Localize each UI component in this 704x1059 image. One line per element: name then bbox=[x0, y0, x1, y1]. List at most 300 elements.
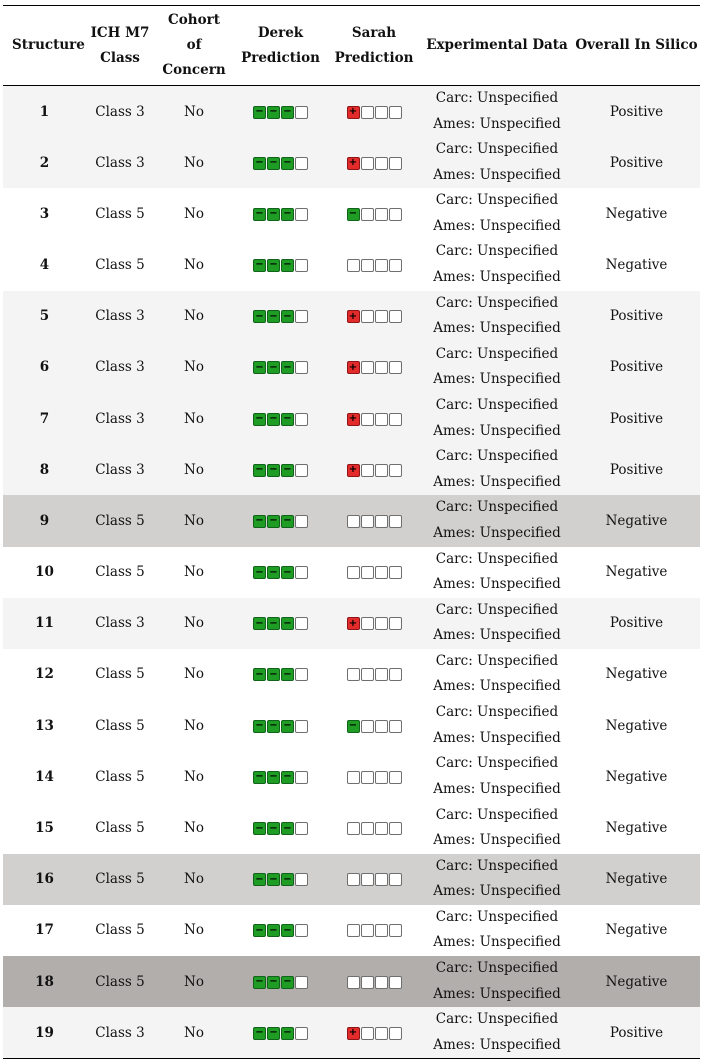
ames-value: Ames: Unspecified bbox=[433, 985, 561, 1002]
table-row bbox=[3, 751, 700, 802]
experimental-data-cell bbox=[421, 598, 573, 649]
experimental-data-cell bbox=[421, 1007, 573, 1059]
carc-value: Carc: Unspecified bbox=[435, 857, 559, 874]
minus-icon: − bbox=[267, 310, 280, 323]
ich-class-cell: Class 5 bbox=[95, 512, 145, 529]
structure-number: 3 bbox=[39, 205, 50, 222]
empty-box-icon bbox=[295, 976, 308, 989]
empty-box-icon bbox=[295, 1027, 308, 1040]
header-ich-class: ICH M7 Class bbox=[90, 24, 150, 66]
derek-prediction-indicator bbox=[253, 873, 308, 886]
empty-box-icon bbox=[347, 566, 360, 579]
minus-icon: − bbox=[253, 976, 266, 989]
overall-in-silico-cell: Positive bbox=[609, 461, 664, 478]
ich-class-cell: Class 5 bbox=[95, 717, 145, 734]
carc-value: Carc: Unspecified bbox=[435, 755, 559, 772]
minus-icon: − bbox=[253, 106, 266, 119]
derek-prediction-indicator bbox=[253, 208, 308, 221]
empty-box-icon bbox=[295, 208, 308, 221]
derek-prediction-cell bbox=[234, 751, 327, 802]
empty-box-icon bbox=[389, 208, 402, 221]
empty-box-icon bbox=[295, 771, 308, 784]
empty-box-icon bbox=[375, 413, 388, 426]
sarah-prediction-indicator bbox=[347, 1027, 402, 1040]
empty-box-icon bbox=[361, 259, 374, 272]
minus-icon: − bbox=[253, 361, 266, 374]
ames-value: Ames: Unspecified bbox=[433, 371, 561, 388]
minus-icon: − bbox=[267, 822, 280, 835]
minus-icon: − bbox=[253, 668, 266, 681]
ich-class-cell: Class 3 bbox=[95, 461, 145, 478]
empty-box-icon bbox=[389, 668, 402, 681]
ames-value: Ames: Unspecified bbox=[433, 832, 561, 849]
carc-value: Carc: Unspecified bbox=[435, 550, 559, 567]
empty-box-icon bbox=[347, 873, 360, 886]
table-row bbox=[3, 444, 700, 495]
table-row bbox=[3, 188, 700, 239]
ames-value: Ames: Unspecified bbox=[433, 883, 561, 900]
derek-prediction-cell bbox=[234, 1007, 327, 1059]
derek-prediction-cell bbox=[234, 137, 327, 188]
sarah-prediction-cell bbox=[327, 291, 421, 342]
minus-icon: − bbox=[267, 515, 280, 528]
minus-icon: − bbox=[253, 771, 266, 784]
overall-in-silico-cell: Negative bbox=[605, 820, 668, 837]
minus-icon: − bbox=[281, 259, 294, 272]
derek-prediction-indicator bbox=[253, 413, 308, 426]
table-row bbox=[3, 598, 700, 649]
derek-prediction-cell bbox=[234, 905, 327, 956]
empty-box-icon bbox=[295, 566, 308, 579]
derek-prediction-cell bbox=[234, 342, 327, 393]
empty-box-icon bbox=[347, 515, 360, 528]
derek-prediction-cell bbox=[234, 188, 327, 239]
empty-box-icon bbox=[375, 771, 388, 784]
empty-box-icon bbox=[375, 720, 388, 733]
structure-number: 6 bbox=[39, 359, 50, 376]
overall-in-silico-cell: Negative bbox=[605, 717, 668, 734]
table-row bbox=[3, 905, 700, 956]
ich-class-cell: Class 5 bbox=[95, 973, 145, 990]
experimental-data-cell bbox=[421, 291, 573, 342]
experimental-data-cell bbox=[421, 188, 573, 239]
empty-box-icon bbox=[361, 566, 374, 579]
overall-in-silico-cell: Positive bbox=[609, 615, 664, 632]
ich-class-cell: Class 5 bbox=[95, 820, 145, 837]
derek-prediction-indicator bbox=[253, 515, 308, 528]
overall-in-silico-cell: Positive bbox=[609, 103, 664, 120]
minus-icon: − bbox=[267, 924, 280, 937]
minus-icon: − bbox=[281, 566, 294, 579]
empty-box-icon bbox=[389, 259, 402, 272]
sarah-prediction-indicator bbox=[347, 976, 402, 989]
empty-box-icon bbox=[361, 873, 374, 886]
empty-box-icon bbox=[295, 106, 308, 119]
sarah-prediction-indicator bbox=[347, 566, 402, 579]
derek-prediction-cell bbox=[234, 239, 327, 290]
ich-class-cell: Class 3 bbox=[95, 410, 145, 427]
cohort-cell: No bbox=[184, 1024, 204, 1041]
empty-box-icon bbox=[375, 822, 388, 835]
experimental-data-cell bbox=[421, 700, 573, 751]
minus-icon: − bbox=[267, 873, 280, 886]
minus-icon: − bbox=[267, 771, 280, 784]
header-row bbox=[3, 6, 700, 86]
empty-box-icon bbox=[347, 771, 360, 784]
experimental-data-cell bbox=[421, 854, 573, 905]
empty-box-icon bbox=[389, 617, 402, 630]
derek-prediction-indicator bbox=[253, 157, 308, 170]
sarah-prediction-cell bbox=[327, 598, 421, 649]
sarah-prediction-indicator bbox=[347, 873, 402, 886]
minus-icon: − bbox=[267, 413, 280, 426]
minus-icon: − bbox=[253, 515, 266, 528]
sarah-prediction-indicator bbox=[347, 106, 402, 119]
sarah-prediction-cell bbox=[327, 342, 421, 393]
plus-icon: + bbox=[347, 157, 360, 170]
ames-value: Ames: Unspecified bbox=[433, 576, 561, 593]
structure-number: 15 bbox=[35, 820, 54, 837]
header-cohort: Cohort of Concern bbox=[162, 12, 226, 78]
sarah-prediction-cell bbox=[327, 700, 421, 751]
empty-box-icon bbox=[361, 361, 374, 374]
empty-box-icon bbox=[361, 822, 374, 835]
empty-box-icon bbox=[375, 1027, 388, 1040]
overall-in-silico-cell: Positive bbox=[609, 1024, 664, 1041]
carc-value: Carc: Unspecified bbox=[435, 397, 559, 414]
empty-box-icon bbox=[389, 720, 402, 733]
ames-value: Ames: Unspecified bbox=[433, 268, 561, 285]
derek-prediction-cell bbox=[234, 86, 327, 138]
ich-class-cell: Class 5 bbox=[95, 666, 145, 683]
minus-icon: − bbox=[253, 566, 266, 579]
minus-icon: − bbox=[253, 617, 266, 630]
sarah-prediction-cell bbox=[327, 137, 421, 188]
carc-value: Carc: Unspecified bbox=[435, 90, 559, 106]
minus-icon: − bbox=[253, 822, 266, 835]
empty-box-icon bbox=[389, 515, 402, 528]
plus-icon: + bbox=[347, 413, 360, 426]
experimental-data-cell bbox=[421, 444, 573, 495]
derek-prediction-indicator bbox=[253, 106, 308, 119]
empty-box-icon bbox=[347, 976, 360, 989]
empty-box-icon bbox=[375, 515, 388, 528]
minus-icon: − bbox=[281, 361, 294, 374]
ames-value: Ames: Unspecified bbox=[433, 627, 561, 644]
sarah-prediction-indicator bbox=[347, 515, 402, 528]
sarah-prediction-indicator bbox=[347, 208, 402, 221]
minus-icon: − bbox=[281, 1027, 294, 1040]
experimental-data-cell bbox=[421, 547, 573, 598]
overall-in-silico-cell: Positive bbox=[609, 359, 664, 376]
header-derek: Derek Prediction bbox=[241, 24, 320, 66]
empty-box-icon bbox=[295, 259, 308, 272]
overall-in-silico-cell: Negative bbox=[605, 922, 668, 939]
cohort-cell: No bbox=[184, 410, 204, 427]
table-row bbox=[3, 802, 700, 853]
overall-in-silico-cell: Positive bbox=[609, 308, 664, 325]
overall-in-silico-cell: Negative bbox=[605, 205, 668, 222]
results-table bbox=[3, 5, 700, 1059]
carc-value: Carc: Unspecified bbox=[435, 345, 559, 362]
minus-icon: − bbox=[267, 976, 280, 989]
empty-box-icon bbox=[361, 617, 374, 630]
empty-box-icon bbox=[375, 106, 388, 119]
plus-icon: + bbox=[347, 310, 360, 323]
structure-number: 12 bbox=[35, 666, 54, 683]
derek-prediction-cell bbox=[234, 956, 327, 1007]
structure-number: 16 bbox=[35, 871, 54, 888]
overall-in-silico-cell: Negative bbox=[605, 973, 668, 990]
derek-prediction-cell bbox=[234, 598, 327, 649]
ich-class-cell: Class 5 bbox=[95, 564, 145, 581]
structure-number: 8 bbox=[39, 461, 50, 478]
ames-value: Ames: Unspecified bbox=[433, 780, 561, 797]
carc-value: Carc: Unspecified bbox=[435, 652, 559, 669]
derek-prediction-indicator bbox=[253, 361, 308, 374]
experimental-data-cell bbox=[421, 802, 573, 853]
empty-box-icon bbox=[375, 208, 388, 221]
empty-box-icon bbox=[389, 464, 402, 477]
minus-icon: − bbox=[281, 106, 294, 119]
minus-icon: − bbox=[267, 208, 280, 221]
structure-number: 13 bbox=[35, 717, 54, 734]
table-row bbox=[3, 342, 700, 393]
derek-prediction-indicator bbox=[253, 566, 308, 579]
experimental-data-cell bbox=[421, 239, 573, 290]
empty-box-icon bbox=[361, 924, 374, 937]
structure-number: 9 bbox=[39, 512, 50, 529]
sarah-prediction-cell bbox=[327, 547, 421, 598]
minus-icon: − bbox=[281, 617, 294, 630]
table-header bbox=[3, 6, 700, 86]
derek-prediction-indicator bbox=[253, 310, 308, 323]
empty-box-icon bbox=[375, 361, 388, 374]
structure-number: 7 bbox=[39, 410, 50, 427]
derek-prediction-indicator bbox=[253, 1027, 308, 1040]
derek-prediction-cell bbox=[234, 495, 327, 546]
sarah-prediction-cell bbox=[327, 393, 421, 444]
table-row bbox=[3, 1007, 700, 1059]
carc-value: Carc: Unspecified bbox=[435, 448, 559, 465]
table-row bbox=[3, 495, 700, 546]
empty-box-icon bbox=[361, 668, 374, 681]
empty-box-icon bbox=[375, 310, 388, 323]
derek-prediction-indicator bbox=[253, 924, 308, 937]
table-body bbox=[3, 86, 700, 1059]
empty-box-icon bbox=[295, 720, 308, 733]
empty-box-icon bbox=[347, 259, 360, 272]
sarah-prediction-indicator bbox=[347, 413, 402, 426]
overall-in-silico-cell: Negative bbox=[605, 768, 668, 785]
sarah-prediction-indicator bbox=[347, 464, 402, 477]
table-row bbox=[3, 291, 700, 342]
minus-icon: − bbox=[267, 1027, 280, 1040]
empty-box-icon bbox=[295, 617, 308, 630]
minus-icon: − bbox=[253, 310, 266, 323]
minus-icon: − bbox=[267, 668, 280, 681]
experimental-data-cell bbox=[421, 956, 573, 1007]
minus-icon: − bbox=[253, 873, 266, 886]
empty-box-icon bbox=[389, 822, 402, 835]
cohort-cell: No bbox=[184, 512, 204, 529]
structure-number: 19 bbox=[35, 1024, 54, 1041]
carc-value: Carc: Unspecified bbox=[435, 499, 559, 516]
empty-box-icon bbox=[361, 208, 374, 221]
cohort-cell: No bbox=[184, 154, 204, 171]
ich-class-cell: Class 5 bbox=[95, 768, 145, 785]
empty-box-icon bbox=[375, 976, 388, 989]
empty-box-icon bbox=[361, 1027, 374, 1040]
minus-icon: − bbox=[267, 566, 280, 579]
structure-number: 2 bbox=[39, 154, 50, 171]
minus-icon: − bbox=[281, 873, 294, 886]
table-row bbox=[3, 137, 700, 188]
empty-box-icon bbox=[361, 106, 374, 119]
minus-icon: − bbox=[267, 464, 280, 477]
minus-icon: − bbox=[281, 157, 294, 170]
structure-number: 5 bbox=[39, 308, 50, 325]
minus-icon: − bbox=[281, 822, 294, 835]
empty-box-icon bbox=[295, 515, 308, 528]
ames-value: Ames: Unspecified bbox=[433, 729, 561, 746]
experimental-data-cell bbox=[421, 137, 573, 188]
minus-icon: − bbox=[281, 464, 294, 477]
minus-icon: − bbox=[267, 361, 280, 374]
overall-in-silico-cell: Negative bbox=[605, 564, 668, 581]
cohort-cell: No bbox=[184, 205, 204, 222]
sarah-prediction-indicator bbox=[347, 924, 402, 937]
carc-value: Carc: Unspecified bbox=[435, 601, 559, 618]
experimental-data-cell bbox=[421, 495, 573, 546]
minus-icon: − bbox=[347, 720, 360, 733]
ich-class-cell: Class 3 bbox=[95, 154, 145, 171]
empty-box-icon bbox=[389, 873, 402, 886]
empty-box-icon bbox=[361, 310, 374, 323]
sarah-prediction-cell bbox=[327, 956, 421, 1007]
sarah-prediction-cell bbox=[327, 854, 421, 905]
experimental-data-cell bbox=[421, 393, 573, 444]
cohort-cell: No bbox=[184, 871, 204, 888]
sarah-prediction-cell bbox=[327, 751, 421, 802]
derek-prediction-cell bbox=[234, 547, 327, 598]
structure-number: 17 bbox=[35, 922, 54, 939]
cohort-cell: No bbox=[184, 461, 204, 478]
minus-icon: − bbox=[281, 515, 294, 528]
empty-box-icon bbox=[361, 464, 374, 477]
ames-value: Ames: Unspecified bbox=[433, 422, 561, 439]
minus-icon: − bbox=[253, 208, 266, 221]
minus-icon: − bbox=[267, 157, 280, 170]
experimental-data-cell bbox=[421, 905, 573, 956]
cohort-cell: No bbox=[184, 256, 204, 273]
derek-prediction-cell bbox=[234, 444, 327, 495]
table-row bbox=[3, 239, 700, 290]
experimental-data-cell bbox=[421, 86, 573, 138]
sarah-prediction-indicator bbox=[347, 668, 402, 681]
ich-class-cell: Class 3 bbox=[95, 308, 145, 325]
structure-number: 18 bbox=[35, 973, 54, 990]
experimental-data-cell bbox=[421, 751, 573, 802]
ames-value: Ames: Unspecified bbox=[433, 1036, 561, 1053]
derek-prediction-indicator bbox=[253, 771, 308, 784]
empty-box-icon bbox=[375, 464, 388, 477]
structure-number: 11 bbox=[35, 615, 54, 632]
ich-class-cell: Class 3 bbox=[95, 615, 145, 632]
carc-value: Carc: Unspecified bbox=[435, 243, 559, 260]
minus-icon: − bbox=[253, 1027, 266, 1040]
sarah-prediction-indicator bbox=[347, 310, 402, 323]
ich-class-cell: Class 3 bbox=[95, 359, 145, 376]
header-overall: Overall In Silico bbox=[575, 37, 698, 53]
empty-box-icon bbox=[389, 361, 402, 374]
empty-box-icon bbox=[375, 157, 388, 170]
empty-box-icon bbox=[389, 566, 402, 579]
empty-box-icon bbox=[389, 976, 402, 989]
ames-value: Ames: Unspecified bbox=[433, 115, 561, 132]
plus-icon: + bbox=[347, 1027, 360, 1040]
minus-icon: − bbox=[281, 924, 294, 937]
cohort-cell: No bbox=[184, 666, 204, 683]
overall-in-silico-cell: Negative bbox=[605, 871, 668, 888]
empty-box-icon bbox=[361, 771, 374, 784]
header-sarah: Sarah Prediction bbox=[334, 24, 414, 66]
minus-icon: − bbox=[281, 413, 294, 426]
empty-box-icon bbox=[295, 310, 308, 323]
minus-icon: − bbox=[281, 208, 294, 221]
sarah-prediction-cell bbox=[327, 495, 421, 546]
derek-prediction-cell bbox=[234, 700, 327, 751]
header-structure: Structure bbox=[12, 37, 85, 53]
ames-value: Ames: Unspecified bbox=[433, 678, 561, 695]
minus-icon: − bbox=[253, 157, 266, 170]
experimental-data-cell bbox=[421, 649, 573, 700]
minus-icon: − bbox=[281, 668, 294, 681]
empty-box-icon bbox=[389, 413, 402, 426]
sarah-prediction-indicator bbox=[347, 259, 402, 272]
derek-prediction-indicator bbox=[253, 668, 308, 681]
cohort-cell: No bbox=[184, 820, 204, 837]
sarah-prediction-cell bbox=[327, 239, 421, 290]
cohort-cell: No bbox=[184, 359, 204, 376]
empty-box-icon bbox=[347, 668, 360, 681]
empty-box-icon bbox=[295, 157, 308, 170]
ames-value: Ames: Unspecified bbox=[433, 524, 561, 541]
minus-icon: − bbox=[281, 720, 294, 733]
carc-value: Carc: Unspecified bbox=[435, 806, 559, 823]
derek-prediction-indicator bbox=[253, 259, 308, 272]
sarah-prediction-cell bbox=[327, 649, 421, 700]
minus-icon: − bbox=[347, 208, 360, 221]
ich-class-cell: Class 5 bbox=[95, 922, 145, 939]
carc-value: Carc: Unspecified bbox=[435, 1011, 559, 1028]
sarah-prediction-indicator bbox=[347, 720, 402, 733]
minus-icon: − bbox=[281, 771, 294, 784]
empty-box-icon bbox=[295, 413, 308, 426]
ames-value: Ames: Unspecified bbox=[433, 320, 561, 337]
cohort-cell: No bbox=[184, 308, 204, 325]
table-row bbox=[3, 547, 700, 598]
empty-box-icon bbox=[361, 413, 374, 426]
derek-prediction-cell bbox=[234, 291, 327, 342]
derek-prediction-indicator bbox=[253, 822, 308, 835]
derek-prediction-cell bbox=[234, 393, 327, 444]
derek-prediction-indicator bbox=[253, 976, 308, 989]
empty-box-icon bbox=[295, 361, 308, 374]
derek-prediction-cell bbox=[234, 802, 327, 853]
ich-class-cell: Class 5 bbox=[95, 205, 145, 222]
derek-prediction-cell bbox=[234, 854, 327, 905]
